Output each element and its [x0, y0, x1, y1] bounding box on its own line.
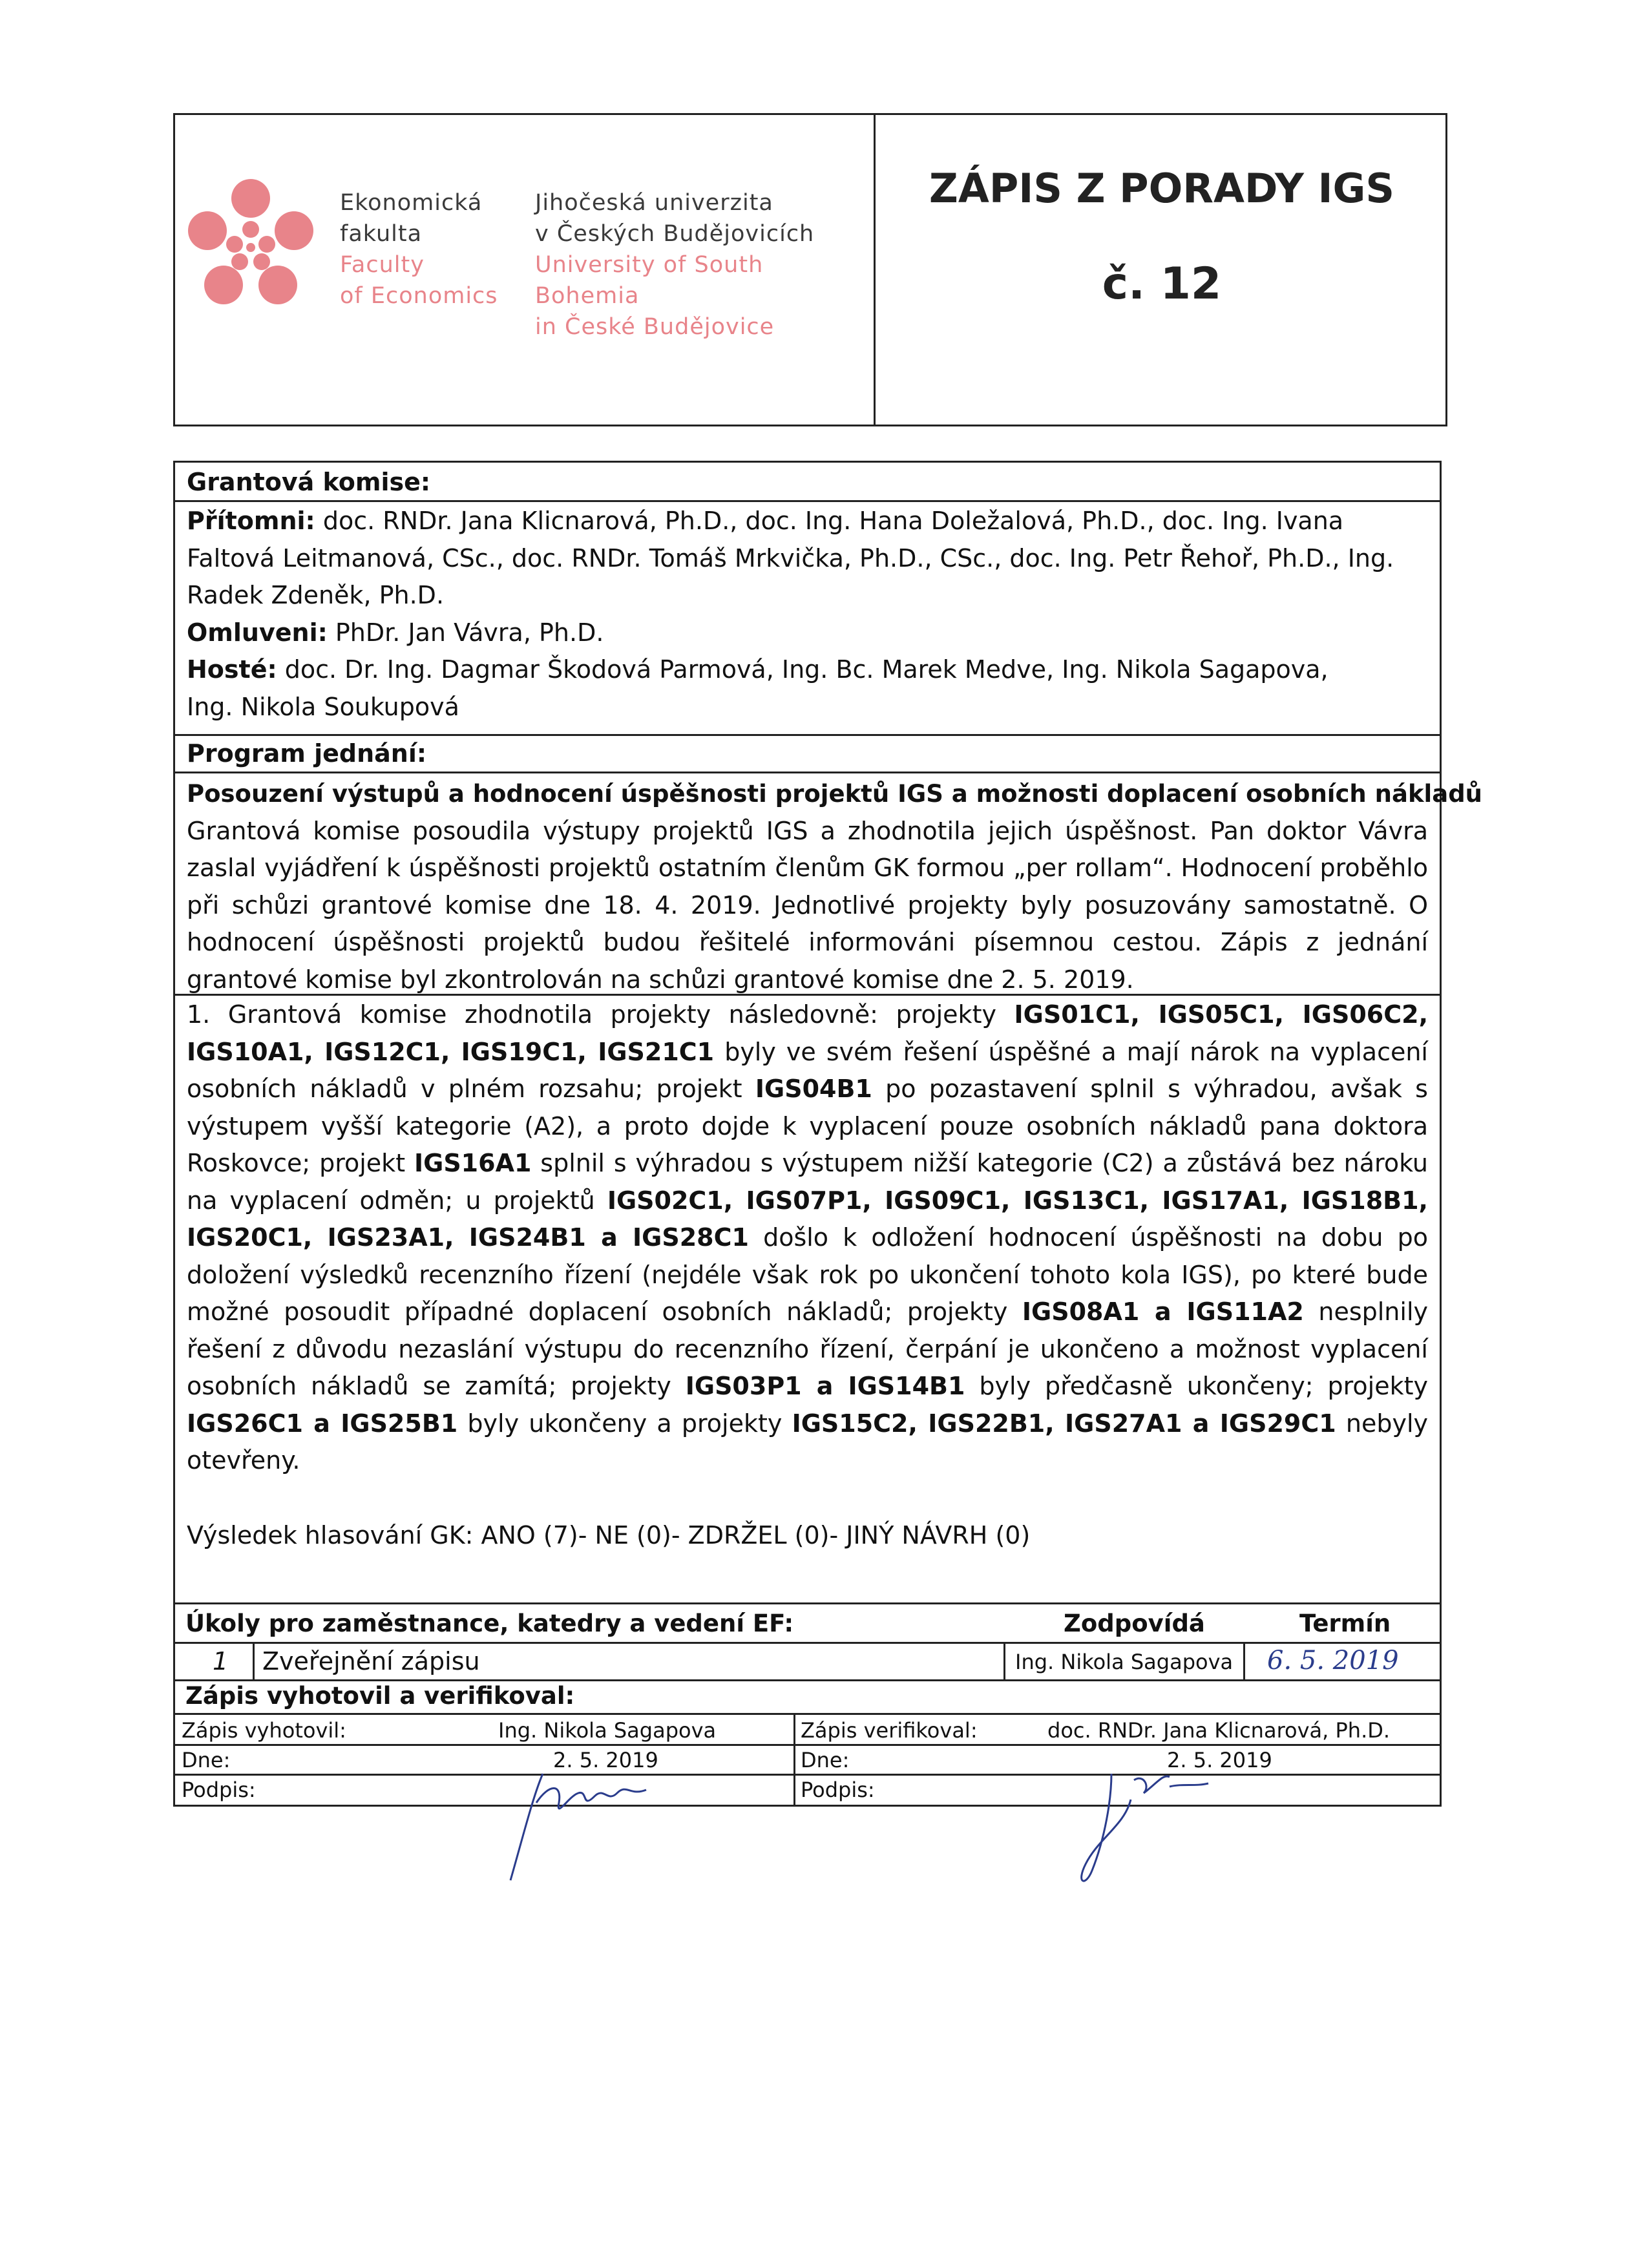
faculty-cz-1: Ekonomická	[340, 190, 483, 216]
project-codes: IGS08A1 a IGS11A2	[1022, 1297, 1304, 1326]
decision-part: nesplnily řešení z důvodu nezaslání výstupu do recenzního řízení, čerpání je ukončeno a možnost vyplacení osobních nákladů se zamítá; projekty	[187, 1297, 1428, 1400]
present-line-2: Faltová Leitmanová, CSc., doc. RNDr. Tomáš Mrkvička, Ph.D., CSc., doc. Ing. Petr Řehoř, Ph.D., Ing.	[187, 543, 1394, 572]
faculty-cz-2: fakulta	[340, 221, 423, 247]
col-deadline: Termín	[1299, 1610, 1391, 1637]
university-logo-icon	[183, 178, 319, 313]
agenda-heading: Program jednání:	[187, 739, 427, 768]
committee-heading: Grantová komise:	[187, 468, 431, 496]
guests-line-1	[187, 651, 1428, 689]
document-title: ZÁPIS Z PORADY IGS	[929, 165, 1395, 212]
verified-label: Zápis verifikoval:	[801, 1718, 978, 1743]
present-line-1	[187, 503, 1428, 540]
date-1: 2. 5. 2019	[553, 1748, 658, 1772]
task-deadline-handwritten: 6. 5. 2019	[1267, 1646, 1399, 1675]
present-label: Přítomni:	[187, 507, 315, 535]
guests-value-1: doc. Dr. Ing. Dagmar Škodová Parmová, Ing. Bc. Marek Medve, Ing. Nikola Sagapova,	[284, 655, 1329, 684]
signature-verified	[1073, 1748, 1241, 1896]
task-responsible: Ing. Nikola Sagapova	[1015, 1650, 1234, 1674]
row-divider	[175, 1774, 1440, 1776]
signature-prepared	[498, 1758, 691, 1887]
decision-part: byly ukončeny a projekty	[457, 1409, 792, 1438]
faculty-en-1: Faculty	[340, 252, 425, 278]
verification-heading: Zápis vyhotovil a verifikoval:	[185, 1682, 575, 1710]
row-divider	[175, 1642, 1440, 1644]
sign-label-2: Podpis:	[801, 1778, 875, 1802]
decision-part: byly předčasně ukončeny; projekty	[965, 1372, 1428, 1400]
date-label-2: Dne:	[801, 1748, 850, 1772]
decision-part: 1. Grantová komise zhodnotila projekty následovně: projekty	[187, 1000, 1014, 1029]
decision-text	[187, 996, 1428, 1480]
agenda-section	[187, 775, 1483, 998]
row-divider	[175, 1713, 1440, 1715]
agenda-text: Grantová komise posoudila výstupy projektů IGS a zhodnotila jejich úspěšnost. Pan doktor Vávra zaslal vyjádření k úspěšnosti projektů ostatním členům GK formou „per rollam“. Hodnocení proběhlo při schůzi grantové komise dne 18. 4. 2019. Jednotlivé projekty byly posuzovány samostatně. O hodnocení úspěšnosti projektů budou řešitelé informováni písemnou cestou. Zápis z jednání grantové komise byl zkontrolován na schůzi grantové komise dne 2. 5. 2019.	[187, 816, 1428, 994]
prepared-label: Zápis vyhotovil:	[182, 1718, 346, 1743]
committee-section	[187, 503, 1428, 726]
uni-en-2: in České Budějovice	[535, 314, 775, 340]
document-number: č. 12	[1102, 258, 1222, 310]
col-divider	[253, 1642, 255, 1679]
project-codes: IGS16A1	[414, 1149, 532, 1177]
vote-result: Výsledek hlasování GK: ANO (7)- NE (0)- ZDRŽEL (0)- JINÝ NÁVRH (0)	[187, 1521, 1031, 1549]
decision-part: po pozastavení splnil s výhradou, avšak s výstupem vyšší kategorie (A2), a proto dojde k vyplacení pouze osobních nákladů pana doktora Roskovce; projekt	[187, 1075, 1428, 1177]
project-codes: IGS03P1 a IGS14B1	[685, 1372, 965, 1400]
project-codes: IGS26C1 a IGS25B1	[187, 1409, 458, 1438]
sign-label-1: Podpis:	[182, 1778, 256, 1802]
faculty-name	[340, 187, 527, 311]
uni-cz-1: Jihočeská univerzita	[535, 190, 773, 216]
excused-line	[187, 614, 1428, 652]
uni-en-1: University of South Bohemia	[535, 252, 764, 309]
project-codes: IGS04B1	[755, 1075, 872, 1103]
tasks-heading: Úkoly pro zaměstnance, katedry a vedení EF:	[185, 1610, 794, 1637]
decision-part: byly ve svém řešení úspěšné a mají nárok na vyplacení osobních nákladů v plném rozsahu; projekt	[187, 1037, 1428, 1103]
university-name	[535, 187, 871, 342]
project-codes: IGS02C1, IGS07P1, IGS09C1, IGS13C1, IGS17A1, IGS18B1, IGS20C1, IGS23A1, IGS24B1 a IGS28C1	[187, 1186, 1428, 1252]
col-responsible: Zodpovídá	[1064, 1610, 1205, 1637]
agenda-item-title: Posouzení výstupů a hodnocení úspěšnosti projektů IGS a možnosti doplacení osobních nákladů	[187, 780, 1483, 808]
project-codes: IGS15C2, IGS22B1, IGS27A1 a IGS29C1	[792, 1409, 1336, 1438]
minutes-table	[173, 461, 1483, 1604]
row-divider	[175, 1744, 1440, 1746]
task-number: 1	[213, 1647, 229, 1675]
header-divider	[874, 113, 876, 426]
col-divider	[793, 1713, 795, 1807]
present-value-1: doc. RNDr. Jana Klicnarová, Ph.D., doc. Ing. Hana Doležalová, Ph.D., doc. Ing. Ivana	[322, 507, 1344, 535]
date-2: 2. 5. 2019	[1167, 1748, 1272, 1772]
excused-value: PhDr. Jan Vávra, Ph.D.	[335, 618, 604, 647]
faculty-en-2: of Economics	[340, 283, 498, 309]
decision-part: nebyly otevřeny.	[187, 1409, 1429, 1475]
verified-by: doc. RNDr. Jana Klicnarová, Ph.D.	[1047, 1718, 1391, 1743]
excused-label: Omluveni:	[187, 618, 328, 647]
decision-part: došlo k odložení hodnocení úspěšnosti na dobu po doložení výsledků recenzního řízení (nejdéle však rok po ukončení tohoto kola IGS), po které bude možné posoudit případné doplacení osobních nákladů; projekty	[187, 1223, 1428, 1326]
col-divider	[1003, 1642, 1005, 1679]
guests-label: Hosté:	[187, 655, 277, 684]
date-label-1: Dne:	[182, 1748, 231, 1772]
tasks-table	[173, 1604, 1442, 1807]
present-line-3: Radek Zdeněk, Ph.D.	[187, 581, 445, 609]
guests-line-2: Ing. Nikola Soukupová	[187, 692, 459, 721]
col-divider	[1243, 1642, 1245, 1679]
prepared-by: Ing. Nikola Sagapova	[498, 1718, 717, 1743]
decision-part: splnil s výhradou s výstupem nižší kategorie (C2) a zůstává bez nároku na vyplacení odměn; u projektů	[187, 1149, 1428, 1215]
row-divider	[175, 1679, 1440, 1681]
project-codes: IGS01C1, IGS05C1, IGS06C2, IGS10A1, IGS12C1, IGS19C1, IGS21C1	[187, 1000, 1429, 1066]
task-description: Zveřejnění zápisu	[262, 1647, 480, 1675]
uni-cz-2: v Českých Budějovicích	[535, 221, 815, 247]
